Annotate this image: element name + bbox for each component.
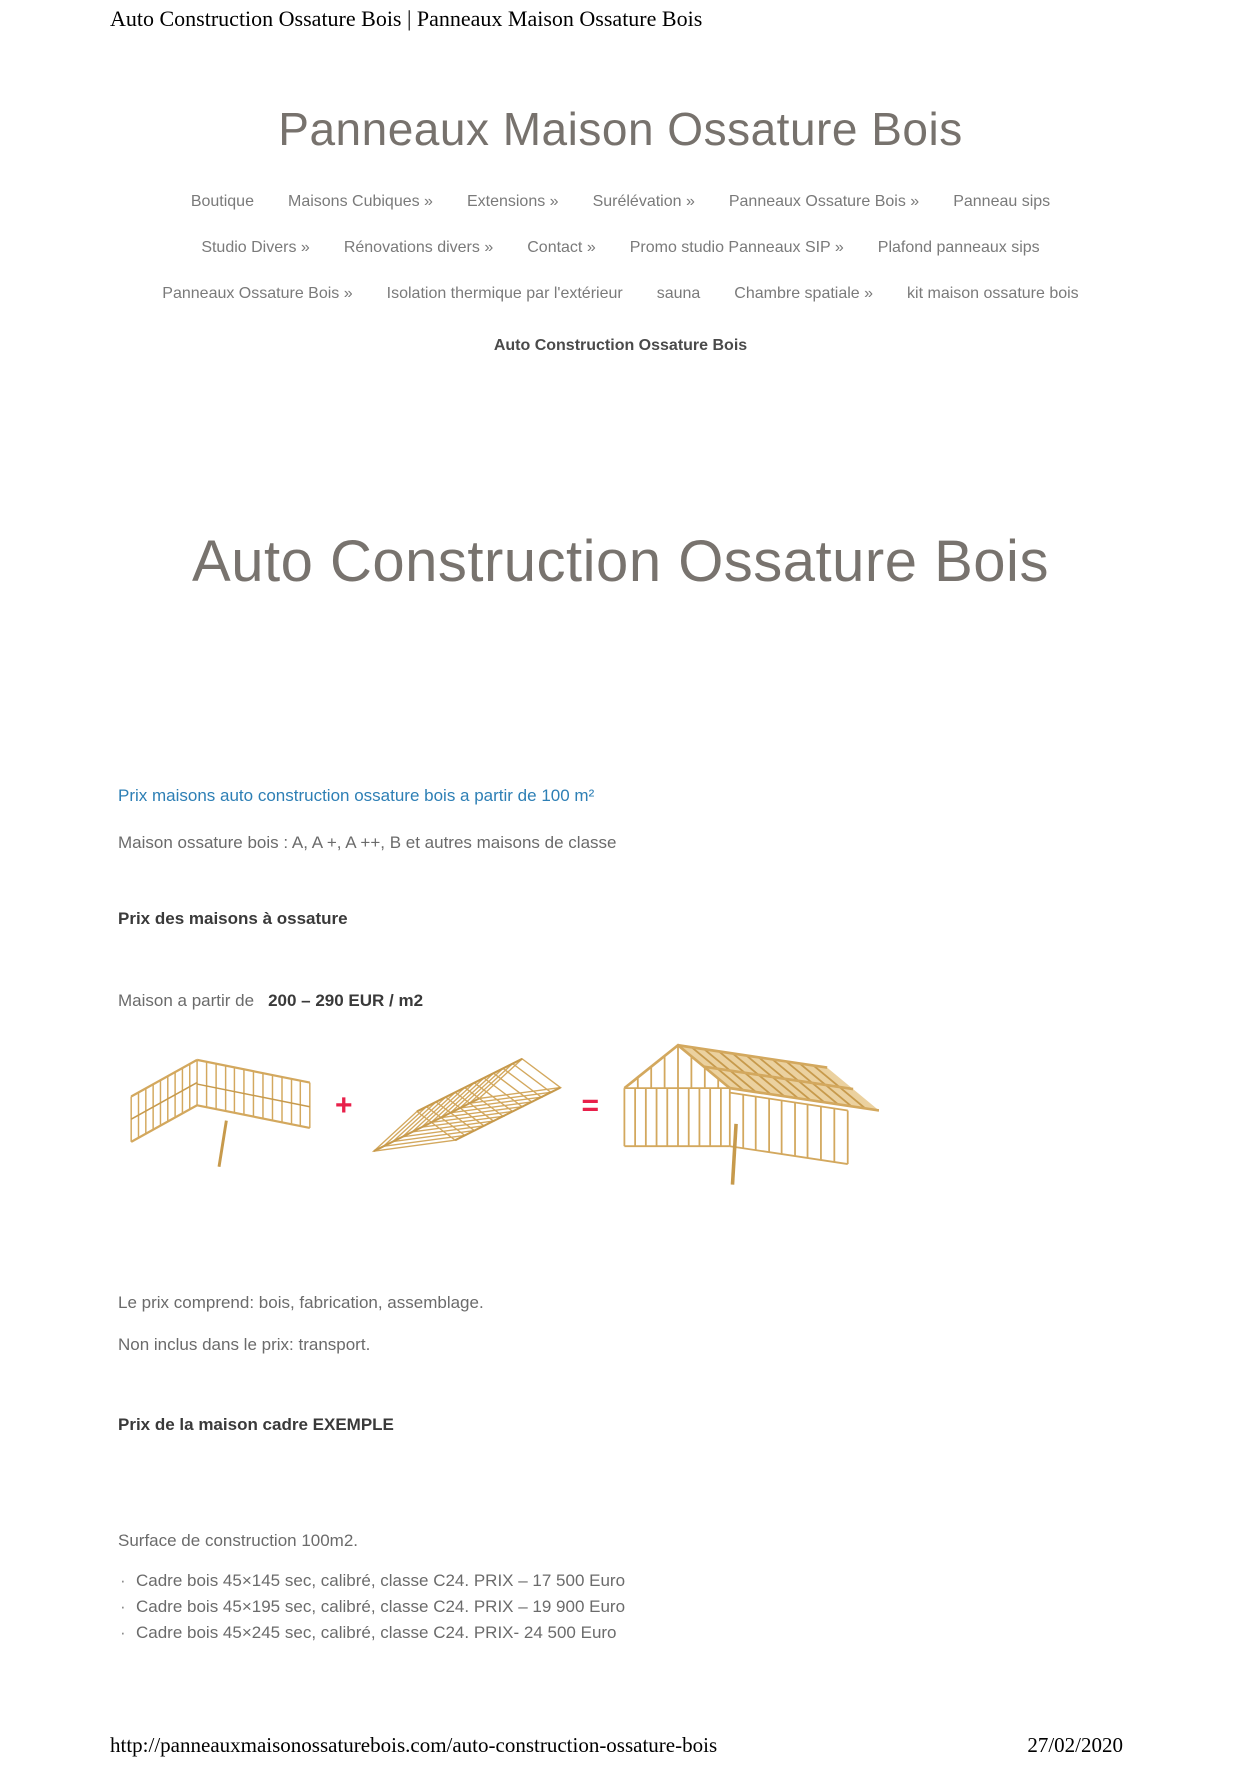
nav-item-panneaux-ossature-bois-2[interactable]: Panneaux Ossature Bois »	[162, 285, 353, 303]
nav-row-1	[0, 193, 1241, 211]
nav-item-sauna[interactable]: sauna	[656, 285, 701, 303]
price-list-item-2	[118, 1597, 1123, 1617]
print-footer	[110, 1733, 1123, 1758]
price-includes-text: Le prix comprend: bois, fabrication, assemblage.	[118, 1292, 484, 1312]
price-list-item-2-text: Cadre bois 45×195 sec, calibré, classe C24. PRIX – 19 900 Euro	[136, 1596, 626, 1616]
price-list-item-3	[118, 1623, 1123, 1643]
nav-item-studio-divers[interactable]: Studio Divers »	[201, 239, 310, 257]
price-list-item-1	[118, 1571, 1123, 1591]
price-excludes-text: Non inclus dans le prix: transport.	[118, 1334, 371, 1354]
page-title: Auto Construction Ossature Bois	[192, 529, 1049, 595]
site-title[interactable]: Panneaux Maison Ossature Bois	[278, 103, 963, 155]
plus-operator: +	[335, 1088, 353, 1122]
nav-item-panneaux-ossature-bois[interactable]: Panneaux Ossature Bois »	[728, 193, 920, 211]
nav-item-auto-construction-active[interactable]: Auto Construction Ossature Bois	[493, 337, 748, 355]
main-navigation	[0, 193, 1241, 355]
nav-item-extensions[interactable]: Extensions »	[466, 193, 559, 211]
nav-item-contact[interactable]: Contact »	[527, 239, 596, 257]
site-header	[0, 0, 1241, 355]
intro-text: Maison ossature bois : A, A +, A ++, B et autres maisons de classe	[118, 832, 617, 852]
nav-item-kit-maison-ossature-bois[interactable]: kit maison ossature bois	[907, 285, 1079, 303]
equals-operator: =	[581, 1088, 600, 1122]
bullet-icon: ·	[120, 1596, 126, 1616]
nav-item-surelevation[interactable]: Surélévation »	[592, 193, 695, 211]
roof-trusses-image	[365, 1025, 570, 1187]
nav-row-3	[0, 285, 1241, 303]
bullet-icon: ·	[120, 1622, 126, 1642]
price-value: 200 – 290 EUR / m2	[268, 990, 424, 1010]
price-line	[118, 991, 1123, 1011]
nav-row-2	[0, 239, 1241, 257]
article	[0, 529, 1241, 1643]
print-page-title: Auto Construction Ossature Bois | Panneaux Maison Ossature Bois	[110, 6, 703, 31]
print-footer-date: 27/02/2020	[1027, 1733, 1123, 1757]
surface-text: Surface de construction 100m2.	[118, 1530, 359, 1550]
nav-item-panneau-sips[interactable]: Panneau sips	[953, 193, 1051, 211]
assembled-house-image	[611, 1025, 879, 1187]
nav-item-chambre-spatiale[interactable]: Chambre spatiale »	[734, 285, 874, 303]
wall-frame-image	[118, 1025, 323, 1187]
section-heading-prix-maisons: Prix des maisons à ossature	[118, 908, 348, 928]
price-intro-link[interactable]: Prix maisons auto construction ossature bois a partir de 100 m²	[118, 785, 595, 805]
price-list-item-1-text: Cadre bois 45×145 sec, calibré, classe C24. PRIX – 17 500 Euro	[136, 1570, 626, 1590]
nav-item-boutique[interactable]: Boutique	[190, 193, 254, 211]
price-list-item-3-text: Cadre bois 45×245 sec, calibré, classe C24. PRIX- 24 500 Euro	[136, 1622, 617, 1642]
nav-item-renovations-divers[interactable]: Rénovations divers »	[343, 239, 494, 257]
section-heading-exemple: Prix de la maison cadre EXEMPLE	[118, 1414, 394, 1434]
bullet-icon: ·	[120, 1570, 126, 1590]
nav-item-isolation-thermique[interactable]: Isolation thermique par l'extérieur	[386, 285, 623, 303]
nav-row-active	[0, 337, 1241, 355]
nav-item-plafond-panneaux-sips[interactable]: Plafond panneaux sips	[877, 239, 1040, 257]
print-footer-url: http://panneauxmaisonossaturebois.com/auto-construction-ossature-bois	[110, 1733, 718, 1757]
construction-equation	[118, 1023, 1123, 1189]
nav-item-maisons-cubiques[interactable]: Maisons Cubiques »	[287, 193, 433, 211]
price-list	[118, 1571, 1123, 1643]
price-label: Maison a partir de	[118, 990, 255, 1010]
nav-item-promo-studio-panneaux-sip[interactable]: Promo studio Panneaux SIP »	[629, 239, 844, 257]
article-content	[0, 596, 1241, 1643]
